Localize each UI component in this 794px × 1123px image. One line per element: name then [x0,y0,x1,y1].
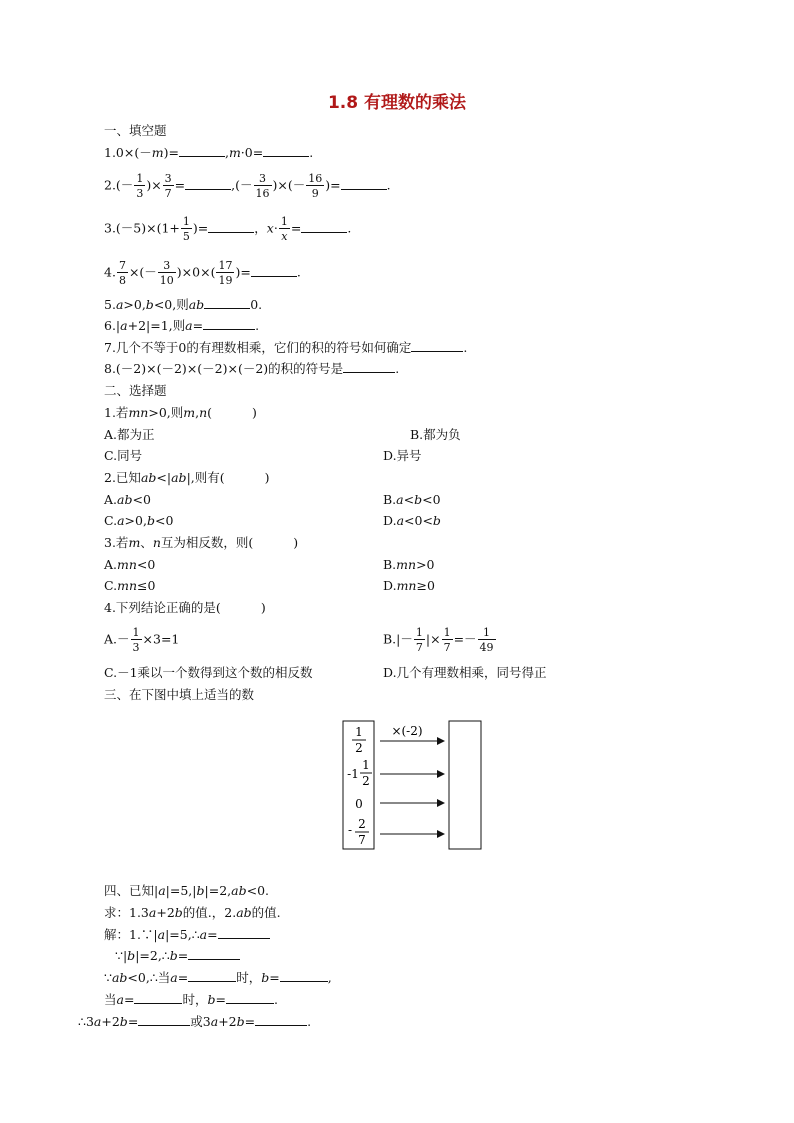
fill-q1: 1.0×(－m)= ,m·0= . [104,145,314,160]
answer-blank[interactable] [341,188,387,190]
answer-blank[interactable] [251,275,297,277]
choice-q3-option-d[interactable]: D.mn≥0 [383,578,435,593]
output-box[interactable] [449,721,481,849]
answer-blank[interactable] [188,958,240,960]
choice-q1-option-a[interactable]: A.都为正 [104,427,155,442]
input-value-numerator: 1 [362,758,370,772]
section4-given: 四、已知|a|=5,|b|=2,ab<0. [104,883,270,898]
choice-q2-option-a[interactable]: A.ab<0 [104,492,151,507]
answer-blank[interactable] [280,980,328,982]
choice-q2-option-c[interactable]: C.a>0,b<0 [104,513,174,528]
choice-q4-option-c[interactable]: C.－1乘以一个数得到这个数的相反数 [104,665,313,680]
answer-blank[interactable] [255,1024,307,1026]
choice-q2-option-b[interactable]: B.a<b<0 [383,492,441,507]
fill-q5: 5.a>0,b<0,则ab 0. [104,297,263,312]
input-value-numerator: 1 [355,725,363,739]
choice-q4-option-a[interactable]: A.－ $\frac{1}{3}$ ×3=1 [104,626,180,654]
choice-q1-option-d[interactable]: D.异号 [383,448,422,463]
choice-q2-option-d[interactable]: D.a<0<b [383,513,441,528]
choice-q1-option-b[interactable]: B.都为负 [410,427,461,442]
answer-blank[interactable] [185,188,231,190]
answer-blank[interactable] [134,1002,182,1004]
choice-q1-option-c[interactable]: C.同号 [104,448,143,463]
input-value: 0 [355,797,363,811]
answer-blank[interactable] [301,231,347,233]
input-value-numerator: 2 [358,817,366,831]
choice-q4-option-b[interactable]: B.|－ $\frac{1}{7}$ |× $\frac{1}{7}$ =－ $\frac{1}{49}$ [383,626,494,654]
fill-q7: 7.几个不等于0的有理数相乘，它们的积的符号如何确定 . [104,340,468,355]
answer-blank[interactable] [179,155,225,157]
fill-q4: 4. $\frac{7}{8}$ ×(－ $\frac{3}{10}$ )×0×( $\frac{17}{19}$ )= . [104,259,301,287]
input-value-sign: - [347,823,353,837]
fill-q8: 8.(－2)×(－2)×(－2)×(－2)的积的符号是 . [104,361,400,376]
answer-blank[interactable] [204,307,250,309]
section3-heading: 三、在下图中填上适当的数 [104,687,255,702]
section1-heading: 一、填空题 [104,123,167,138]
solution-line-3: ∵ab<0,∴当a= 时，b= , [104,970,332,985]
choice-q3-option-c[interactable]: C.mn≤0 [104,578,156,593]
section2-heading: 二、选择题 [104,383,167,398]
choice-q4-option-d[interactable]: D.几个有理数相乘，同号得正 [383,665,547,680]
answer-blank[interactable] [138,1024,190,1026]
solution-line-5: ∴3a+2b= 或3a+2b= . [78,1014,312,1029]
answer-blank[interactable] [188,980,236,982]
answer-blank[interactable] [218,937,270,939]
multiplication-diagram [340,716,485,852]
page-title: 1.8 有理数的乘法 [327,93,467,113]
input-value-denominator: 2 [362,774,370,788]
solution-line-1: 解：1.∵|a|=5,∴a= [104,926,270,944]
input-value-denominator: 7 [358,833,366,847]
choice-q1-stem: 1.若mn>0,则m,n( ) [104,405,257,420]
fill-q2: 2.(－ $\frac{1}{3}$ )× $\frac{3}{7}$ = ,(－ $\frac{3}{16}$ )×(－ $\frac{16}{9}$ )= . [104,172,391,200]
fill-q3: 3.(－5)×(1+ $\frac{1}{5}$ )= ，x· $\frac{1}{x}$ = . [104,215,352,243]
section4-ask: 求：1.3a+2b的值.，2.ab的值. [104,905,281,920]
answer-blank[interactable] [226,1002,274,1004]
solution-line-4: 当a= 时，b= . [104,992,278,1007]
choice-q3-stem: 3.若m、n互为相反数，则( ) [104,535,299,550]
answer-blank[interactable] [263,155,309,157]
operation-label: ×(-2) [391,724,423,738]
choice-q3-option-a[interactable]: A.mn<0 [104,557,156,572]
choice-q3-option-b[interactable]: B.mn>0 [383,557,435,572]
answer-blank[interactable] [203,328,255,330]
solution-line-2: ∵|b|=2,∴b= [115,947,240,965]
choice-q4-stem: 4.下列结论正确的是( ) [104,600,266,615]
answer-blank[interactable] [208,231,254,233]
input-value-denominator: 2 [355,741,363,755]
answer-blank[interactable] [411,350,463,352]
choice-q2-stem: 2.已知ab<|ab|,则有( ) [104,470,270,485]
answer-blank[interactable] [343,371,395,373]
input-value-whole: -1 [347,767,359,781]
fill-q6: 6.|a+2|=1,则a= . [104,318,260,333]
